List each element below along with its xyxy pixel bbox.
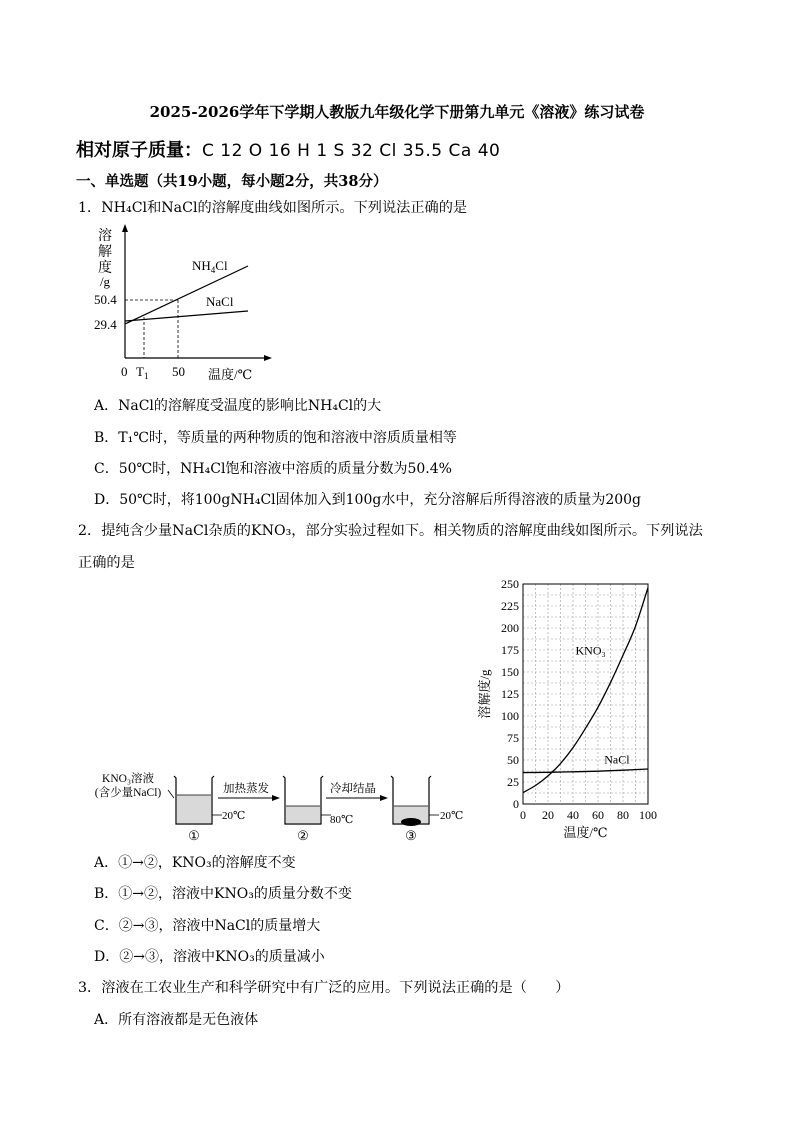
q2-pointer-line — [168, 790, 174, 798]
kno3-label: KNO₃ — [575, 643, 606, 658]
q1-xlabel: 温度/℃ — [208, 367, 253, 382]
q1-ylabel-char: 解 — [98, 245, 112, 260]
q2-solution-label: KNO₃溶液 — [102, 773, 154, 785]
q2-step-number-2: ② — [297, 828, 309, 843]
q2-step-crystallize: 冷却结晶 — [330, 783, 376, 795]
q2-temp-1: 20℃ — [222, 810, 246, 822]
q1-solubility-chart — [90, 224, 280, 384]
x-tick-label: 60 — [592, 808, 604, 822]
q1-option-b[interactable]: B．T₁℃时，等质量的两种物质的饱和溶液中溶质质量相等 — [94, 430, 457, 446]
y-tick-label: 225 — [501, 599, 519, 613]
q2-option-a[interactable]: A．①→②，KNO₃的溶解度不变 — [94, 855, 296, 871]
y-tick-label: 25 — [507, 775, 519, 789]
q2-option-b[interactable]: B．①→②，溶液中KNO₃的质量分数不变 — [94, 886, 352, 902]
q2-arrow-1-head — [272, 795, 280, 801]
y-tick-label: 0 — [513, 797, 519, 811]
q1-origin-label: 0 — [121, 364, 128, 379]
y-tick-label: 100 — [501, 709, 519, 723]
q2-step-number-3: ③ — [405, 828, 417, 843]
q1-option-a[interactable]: A．NaCl的溶解度受温度的影响比NH₄Cl的大 — [94, 398, 382, 414]
q2-step-number-1: ① — [188, 828, 200, 843]
y-tick-label: 175 — [501, 643, 519, 657]
atomic-mass-line — [76, 136, 500, 162]
y-tick-label: 250 — [501, 577, 519, 591]
q1-nacl-curve — [125, 311, 248, 321]
question-2-stem-line2: 正确的是 — [78, 555, 135, 571]
y-tick-label: 200 — [501, 621, 519, 635]
x-tick-label: 0 — [520, 808, 526, 822]
q2-option-c[interactable]: C．②→③，溶液中NaCl的质量增大 — [94, 918, 321, 934]
y-tick-label: 125 — [501, 687, 519, 701]
y-tick-label: 50 — [507, 753, 519, 767]
q1-xtick-t1: $T_1$ — [136, 364, 149, 381]
y-tick-label: 75 — [507, 731, 519, 745]
q2-arrow-2-head — [380, 795, 388, 801]
x-axis-label: 温度/℃ — [563, 825, 608, 840]
q1-ylabel-char: /g — [99, 274, 111, 289]
atomic-mass-values: C 12 O 16 H 1 S 32 Cl 35.5 Ca 40 — [202, 141, 501, 161]
x-tick-label: 100 — [639, 808, 657, 822]
y-axis-label: 溶解度/g — [477, 669, 492, 719]
atomic-mass-label: 相对原子质量： — [76, 140, 202, 161]
q2-temp-2: 80℃ — [330, 814, 354, 826]
beaker-3 — [391, 776, 439, 826]
q2-temp-3: 20℃ — [440, 810, 464, 822]
y-tick-label: 150 — [501, 665, 519, 679]
beaker-2 — [283, 776, 331, 824]
x-tick-label: 80 — [617, 808, 629, 822]
x-tick-label: 40 — [567, 808, 579, 822]
question-1-stem: 1．NH₄Cl和NaCl的溶解度曲线如图所示。下列说法正确的是 — [78, 200, 468, 216]
chart-labels — [477, 577, 657, 840]
q2-step-evaporate: 加热蒸发 — [223, 783, 269, 795]
q2-solubility-chart — [470, 574, 670, 846]
q1-nacl-label: NaCl — [206, 294, 234, 309]
q1-xtick-50: 50 — [172, 364, 185, 379]
x-tick-label: 20 — [542, 808, 554, 822]
q1-ylabel-char: 度 — [98, 261, 112, 276]
question-2-stem-line1: 2．提纯含少量NaCl杂质的KNO₃，部分实验过程如下。相关物质的溶解度曲线如图所示。下列说法 — [78, 523, 703, 539]
q1-option-c[interactable]: C．50℃时，NH₄Cl饱和溶液中溶质的质量分数为50.4% — [94, 461, 452, 477]
q1-nh4cl-label: $NH_4Cl$ — [192, 258, 228, 275]
q3-option-a[interactable]: A．所有溶液都是无色液体 — [94, 1012, 259, 1028]
q2-option-d[interactable]: D．②→③，溶液中KNO₃的质量减小 — [94, 949, 325, 965]
q1-option-d[interactable]: D．50℃时，将100gNH₄Cl固体加入到100g水中，充分溶解后所得溶液的质量为200g — [94, 492, 642, 508]
page-title: 2025-2026学年下学期人教版九年级化学下册第九单元《溶液》练习试卷 — [149, 103, 645, 121]
nacl-label: NaCl — [604, 752, 630, 767]
q2-crystals — [401, 818, 421, 826]
q1-x-arrow — [264, 355, 272, 361]
q1-ytick-50-4: 50.4 — [94, 292, 117, 307]
q1-y-arrow — [122, 224, 128, 232]
q1-ylabel-char: 溶 — [98, 229, 112, 244]
section-heading: 一、单选题（共19小题，每小题2分，共38分） — [76, 173, 388, 190]
question-3-stem: 3．溶液在工农业生产和科学研究中有广泛的应用。下列说法正确的是（ ） — [78, 980, 570, 996]
q2-process-diagram — [90, 768, 480, 844]
beaker-1 — [174, 776, 222, 824]
q1-ytick-29-4: 29.4 — [94, 317, 117, 332]
q2-solution-sublabel: (含少量NaCl) — [94, 787, 162, 799]
